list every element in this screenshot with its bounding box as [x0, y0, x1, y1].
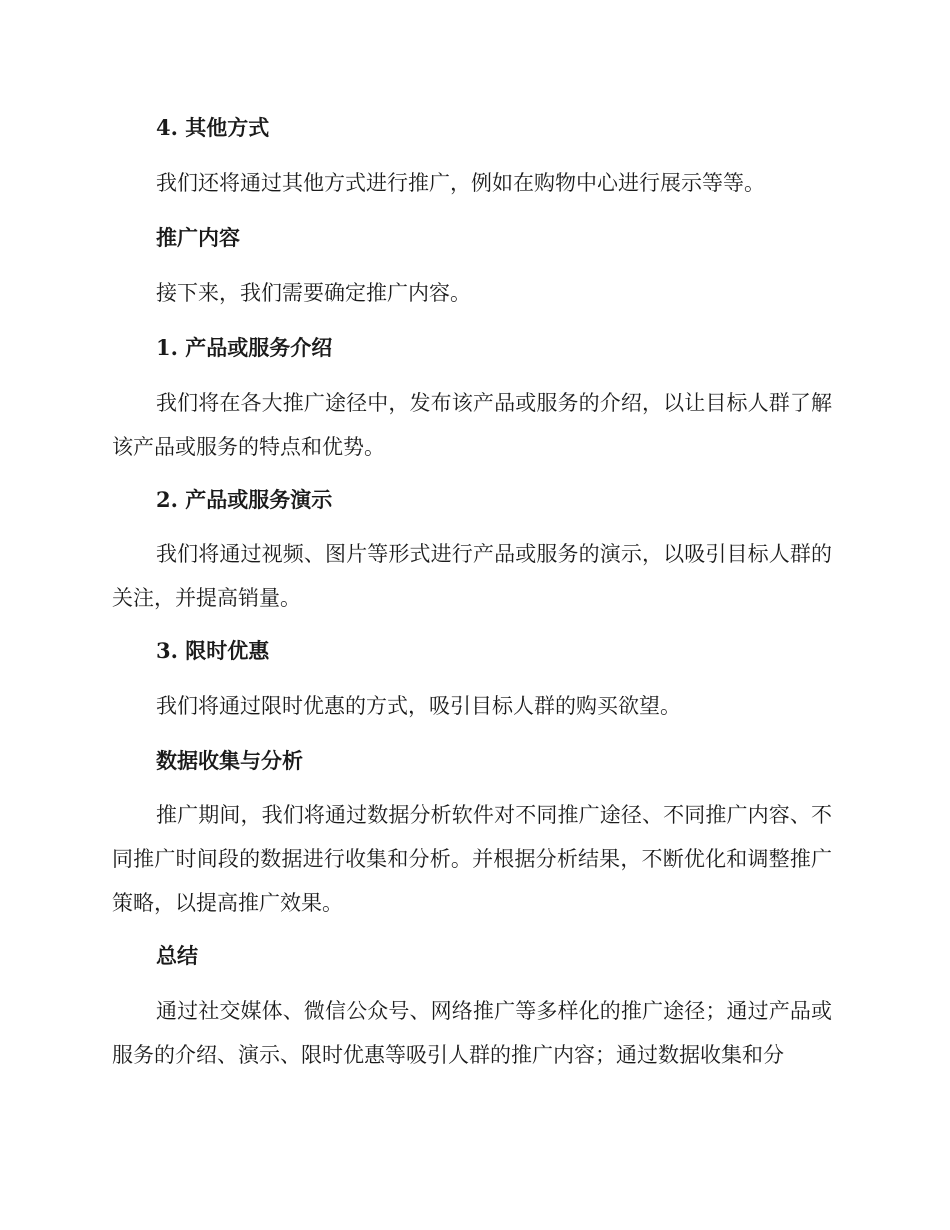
section-heading-data-analysis: 数据收集与分析: [156, 748, 303, 773]
paragraph-promotion-content-intro: 接下来，我们需要确定推广内容。: [156, 281, 471, 305]
paragraph-limited-offer: 我们将通过限时优惠的方式，吸引目标人群的购买欲望。: [156, 694, 681, 718]
section-heading-other-methods: 4. 其他方式: [156, 115, 270, 140]
section-heading-summary: 总结: [156, 943, 198, 968]
paragraph-summary: 通过社交媒体、微信公众号、网络推广等多样化的推广途径；通过产品或服务的介绍、演示、限时优惠等吸引人群的推广内容；通过数据收集和分: [112, 999, 832, 1067]
paragraph-data-analysis: 推广期间，我们将通过数据分析软件对不同推广途径、不同推广内容、不同推广时间段的数据进行收集和分析。并根据分析结果，不断优化和调整推广策略，以提高推广效果。: [112, 803, 832, 915]
section-heading-product-intro: 1. 产品或服务介绍: [156, 335, 333, 360]
section-heading-promotion-content: 推广内容: [156, 225, 240, 250]
paragraph-other-methods: 我们还将通过其他方式进行推广，例如在购物中心进行展示等等。: [156, 171, 765, 195]
section-heading-product-demo: 2. 产品或服务演示: [156, 487, 333, 512]
paragraph-product-demo: 我们将通过视频、图片等形式进行产品或服务的演示，以吸引目标人群的关注，并提高销量。: [112, 542, 832, 610]
paragraph-product-intro: 我们将在各大推广途径中，发布该产品或服务的介绍，以让目标人群了解该产品或服务的特点和优势。: [112, 391, 832, 459]
section-heading-limited-offer: 3. 限时优惠: [156, 638, 270, 663]
